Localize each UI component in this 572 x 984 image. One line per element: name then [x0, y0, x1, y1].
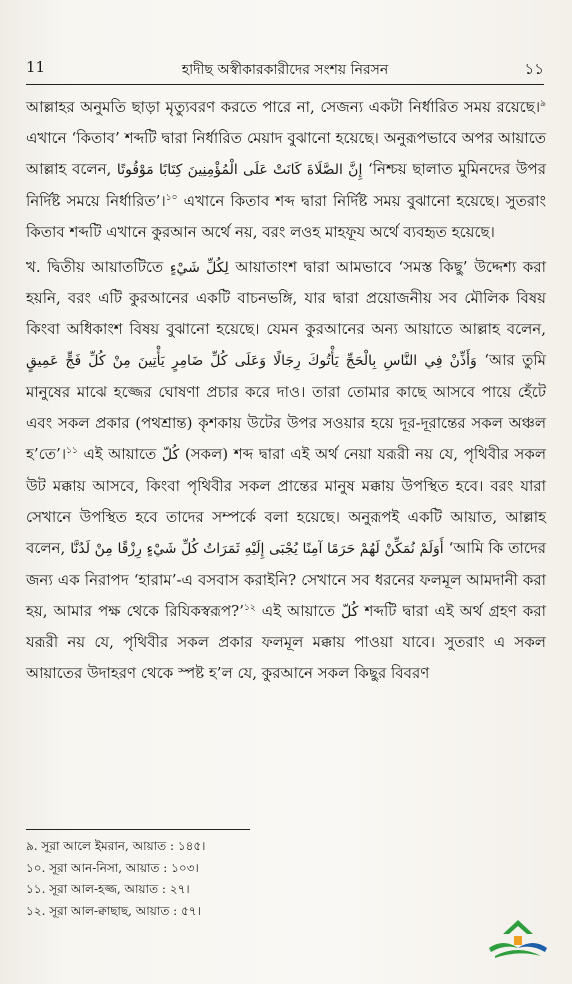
- running-title: হাদীছ অস্বীকারকারীদের সংশয় নিরসন: [181, 62, 389, 78]
- text-run: শব্দটি দ্বারা এই অর্থ গ্রহণ করা যরূরী নয় যে, পৃথিবীর সকল প্রকার ফলমূল মক্কায় পাওয়া যাবে। সুতরাং এ সকল আয়াতের উদাহরণ থেকে স্পষ্ট হ’ল যে, কুরআনে সকল কিছুর বিবরণ: [26, 601, 546, 683]
- footnote-rule: [26, 829, 250, 830]
- footnote-9: ৯. সূরা আলে ইমরান, আয়াত : ১৪৫।: [26, 839, 206, 853]
- arabic-verse: كُلّ: [341, 603, 359, 620]
- arabic-verse: لِكُلِّ شَيْءٍ: [169, 259, 229, 276]
- text-run: এই আয়াতে: [77, 444, 162, 463]
- footnote-marker: ১২: [243, 602, 256, 613]
- page-header: [26, 58, 544, 84]
- footnote-marker: ১০: [165, 192, 178, 203]
- text-run: আয়াতাংশ দ্বারা আমভাবে ‘সমস্ত কিছু’ উদ্দেশ্য করা হয়নি, বরং এটি কুরআনের একটি বাচনভঙ্গি, যার দ্বারা প্রয়োজনীয় সব মৌলিক বিষয় কিংবা অধিকাংশ বিষয় বুঝানো হয়েছে। যেমন কুরআনের অন্য আয়াতে আল্লাহ বলেন,: [26, 257, 546, 339]
- text-run: ‘আর তুমি মানুষের মাঝে হজ্জের ঘোষণা প্রচার করে দাও। তারা তোমার কাছে আসবে পায়ে হেঁটে এবং সকল প্রকার (পথশ্রান্ত) কৃশকায় উটের উপর সওয়ার হয়ে দূর-দূরান্তের সকল অঞ্চল হ’তে’।: [26, 351, 546, 463]
- arabic-verse: كُلّ: [161, 446, 180, 463]
- footnote-10: ১০. সূরা আন-নিসা, আয়াত : ১০৩।: [26, 860, 199, 875]
- text-run: (সকল) শব্দ দ্বারা এই অর্থ নেয়া যরূরী নয় যে, পৃথিবীর সকল উট মক্কায় আসবে, কিংবা পৃথিবীর সকল প্রান্তের মানুষ মক্কায় উপস্থিত হবে। বরং যারা সেখানে উপস্থিত হবে তাদের সম্পর্কে বলা হয়েছে। অনুরূপই একটি আয়াত, আল্লাহ বলেন,: [26, 444, 546, 557]
- text-run: এখানে ‘কিতাব’ শব্দটি দ্বারা নির্ধারিত মেয়াদ বুঝানো হয়েছে। অনুরূপভাবে অপর আয়াতে আল্লাহ বলেন,: [26, 128, 546, 178]
- page-number-bengali: ১১: [524, 60, 544, 78]
- footnote-11: ১১. সূরা আল-হজ্জ, আয়াত : ২৭।: [26, 882, 190, 896]
- text-run: এখানে কিতাব শব্দ দ্বারা নির্দিষ্ট সময় বুঝানো হয়েছে। সুতরাং কিতাব শব্দটি এখানে কুরআন অর্থে নয়, বরং লওহ মাহফূয অর্থে ব্যবহৃত হয়েছে।: [26, 191, 546, 241]
- arabic-verse: وَأَذِّنْ فِي النَّاسِ بِالْحَجِّ يَأْتُوكَ رِجَالًا وَعَلَى كُلِّ ضَامِرٍ يَأْتِينَ مِنْ كُلِّ فَجٍّ عَمِيقٍ: [26, 353, 477, 370]
- header-rule: [26, 84, 544, 85]
- text-run: ‘আমি কি তাদের জন্য এক নিরাপদ ‘হারাম’-এ বসবাস করাইনি? সেখানে সব ধরনের ফলমূল আমদানী করা হয়, আমার পক্ষ থেকে রিযিকস্বরূপ?’: [26, 538, 546, 620]
- paragraph-1: [26, 92, 546, 248]
- footnotes: [26, 836, 346, 922]
- footnote-12: ১২. সূরা আল-ক্বাছাছ, আয়াত : ৫৭।: [26, 903, 201, 918]
- arabic-verse: إِنَّ الصَّلَاةَ كَانَتْ عَلَى الْمُؤْمِنِينَ كِتَابًا مَوْقُوتًا: [116, 161, 363, 178]
- text-run: খ. দ্বিতীয় আয়াতটিতে: [26, 257, 170, 276]
- page-number-latin: 11: [26, 58, 46, 76]
- footnote-marker: ১১: [66, 445, 78, 456]
- footnote-marker: ৯: [540, 99, 546, 109]
- text-run: ‘নিশ্চয় ছালাত মুমিনদের উপর নির্দিষ্ট সময়ে নির্ধারিত’।: [26, 159, 546, 210]
- text-run: এই আয়াতে: [255, 601, 342, 620]
- body-text: [26, 92, 546, 812]
- paragraph-2: [26, 252, 546, 690]
- text-run: আল্লাহর অনুমতি ছাড়া মৃত্যুবরণ করতে পারে না, সেজন্য একটা নির্ধারিত সময় রয়েছে।: [26, 98, 541, 116]
- publisher-logo-icon: [487, 918, 549, 962]
- arabic-verse: أَوَلَمْ نُمَكِّنْ لَهُمْ حَرَمًا آمِنًا يُجْبَى إِلَيْهِ ثَمَرَاتُ كُلِّ شَيْءٍ رِزْقًا مِنْ لَدُنَّا: [70, 540, 444, 557]
